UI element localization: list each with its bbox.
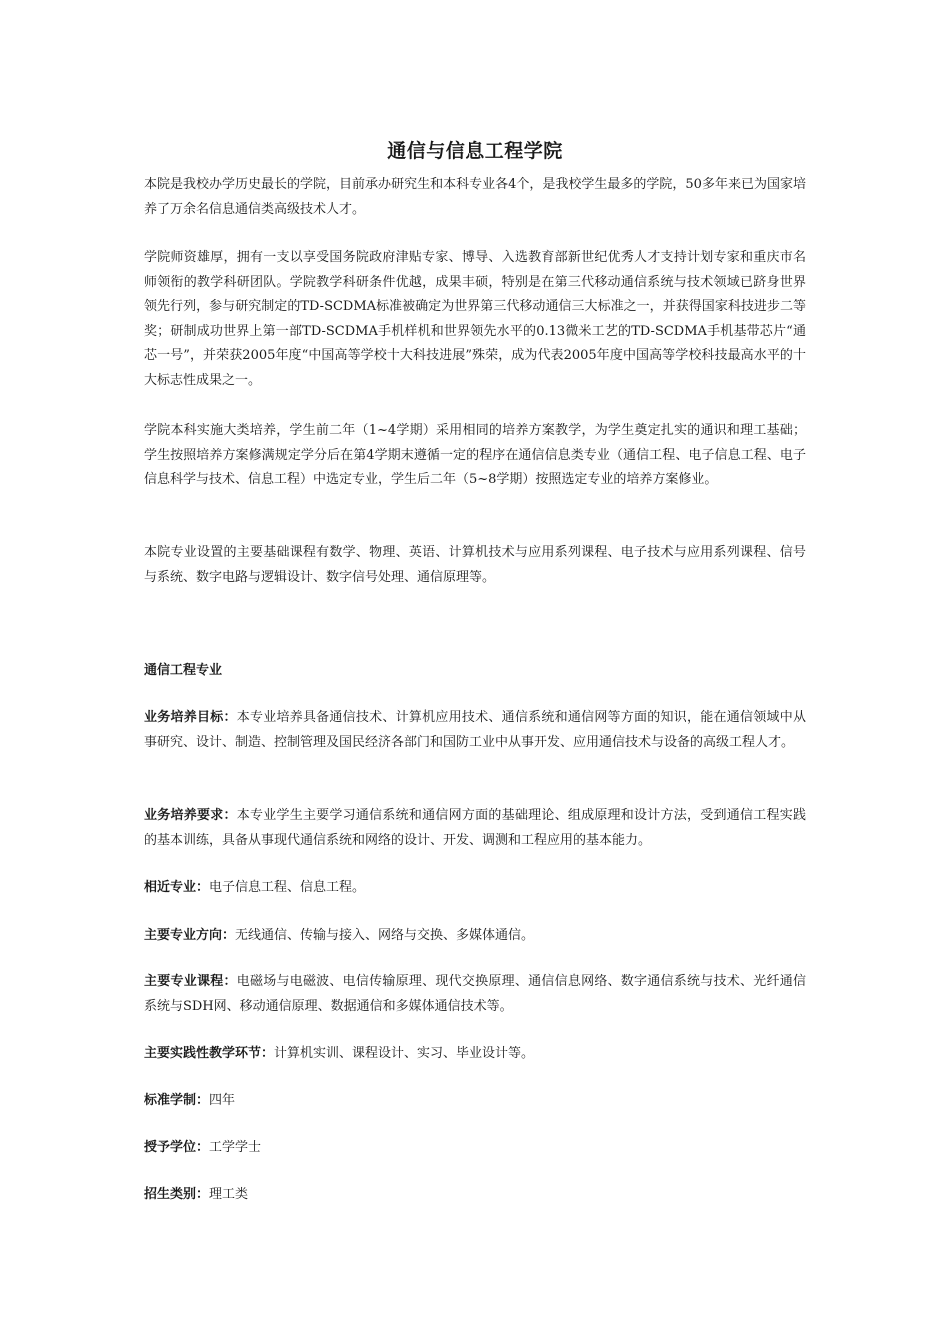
field-value: 电磁场与电磁波、电信传输原理、现代交换原理、通信信息网络、数字通信系统与技术、光纤通信系统与SDH网、移动通信原理、数据通信和多媒体通信技术等。 — [144, 974, 806, 1014]
field-training-goal — [144, 706, 806, 755]
field-value: 四年 — [209, 1093, 236, 1108]
field-value: 电子信息工程、信息工程。 — [209, 880, 366, 895]
field-label: 业务培养要求： — [144, 808, 237, 823]
field-label: 主要实践性教学环节： — [144, 1046, 275, 1061]
field-label: 招生类别： — [144, 1187, 210, 1202]
field-main-directions — [144, 924, 806, 949]
major-heading: 通信工程专业 — [144, 663, 223, 678]
field-label: 标准学制： — [144, 1093, 210, 1108]
field-value: 本专业学生主要学习通信系统和通信网方面的基础理论、组成原理和设计方法，受到通信工程实践的基本训练，具备从事现代通信系统和网络的设计、开发、调测和工程应用的基本能力。 — [144, 808, 806, 848]
intro-paragraph: 学院师资雄厚，拥有一支以享受国务院政府津贴专家、博导、入选教育部新世纪优秀人才支持计划专家和重庆市名师领衔的教学科研团队。学院教学科研条件优越，成果丰硕，特别是在第三代移动通信系统与技术领域已跻身世界领先行列，参与研究制定的TD-SCDMA标准被确定为世界第三代移动通信三大标准之一，并获得国家科技进步二等奖；研制成功世界上第一部TD-SCDMA手机样机和世界领先水平的0.13微米工艺的TD-SCDMA手机基带芯片“通芯一号”，并荣获2005年度“中国高等学校十大科技进展”殊荣，成为代表2005年度中国高等学校科技最高水平的十大标志性成果之一。 — [144, 250, 806, 388]
intro-paragraph: 本院专业设置的主要基础课程有数学、物理、英语、计算机技术与应用系列课程、电子技术与应用系列课程、信号与系统、数字电路与逻辑设计、数字信号处理、通信原理等。 — [144, 545, 806, 585]
field-value: 工学学士 — [209, 1140, 262, 1155]
field-main-courses — [144, 970, 806, 1019]
field-practice — [144, 1042, 806, 1067]
field-value: 理工类 — [209, 1187, 249, 1202]
field-value: 无线通信、传输与接入、网络与交换、多媒体通信。 — [235, 928, 535, 943]
field-label: 主要专业方向： — [144, 928, 236, 943]
field-training-requirement — [144, 804, 806, 853]
field-label: 授予学位： — [144, 1140, 210, 1155]
field-degree — [144, 1136, 806, 1161]
field-label: 业务培养目标： — [144, 710, 237, 725]
intro-paragraph: 本院是我校办学历史最长的学院，目前承办研究生和本科专业各4个，是我校学生最多的学院，50多年来已为国家培养了万余名信息通信类高级技术人才。 — [144, 177, 806, 217]
field-label: 主要专业课程： — [144, 974, 237, 989]
field-value: 计算机实训、课程设计、实习、毕业设计等。 — [274, 1046, 535, 1061]
field-duration — [144, 1089, 806, 1114]
field-related-majors — [144, 876, 806, 901]
page-title: 通信与信息工程学院 — [387, 139, 563, 162]
intro-paragraph: 学院本科实施大类培养，学生前二年（1~4学期）采用相同的培养方案教学，为学生奠定扎实的通识和理工基础；学生按照培养方案修满规定学分后在第4学期末遵循一定的程序在通信信息类专业（通信工程、电子信息工程、电子信息科学与技术、信息工程）中选定专业，学生后二年（5~8学期）按照选定专业的培养方案修业。 — [144, 423, 806, 487]
field-admission-category — [144, 1183, 806, 1208]
field-label: 相近专业： — [144, 880, 210, 895]
field-value: 本专业培养具备通信技术、计算机应用技术、通信系统和通信网等方面的知识，能在通信领域中从事研究、设计、制造、控制管理及国民经济各部门和国防工业中从事开发、应用通信技术与设备的高级工程人才。 — [144, 710, 806, 750]
